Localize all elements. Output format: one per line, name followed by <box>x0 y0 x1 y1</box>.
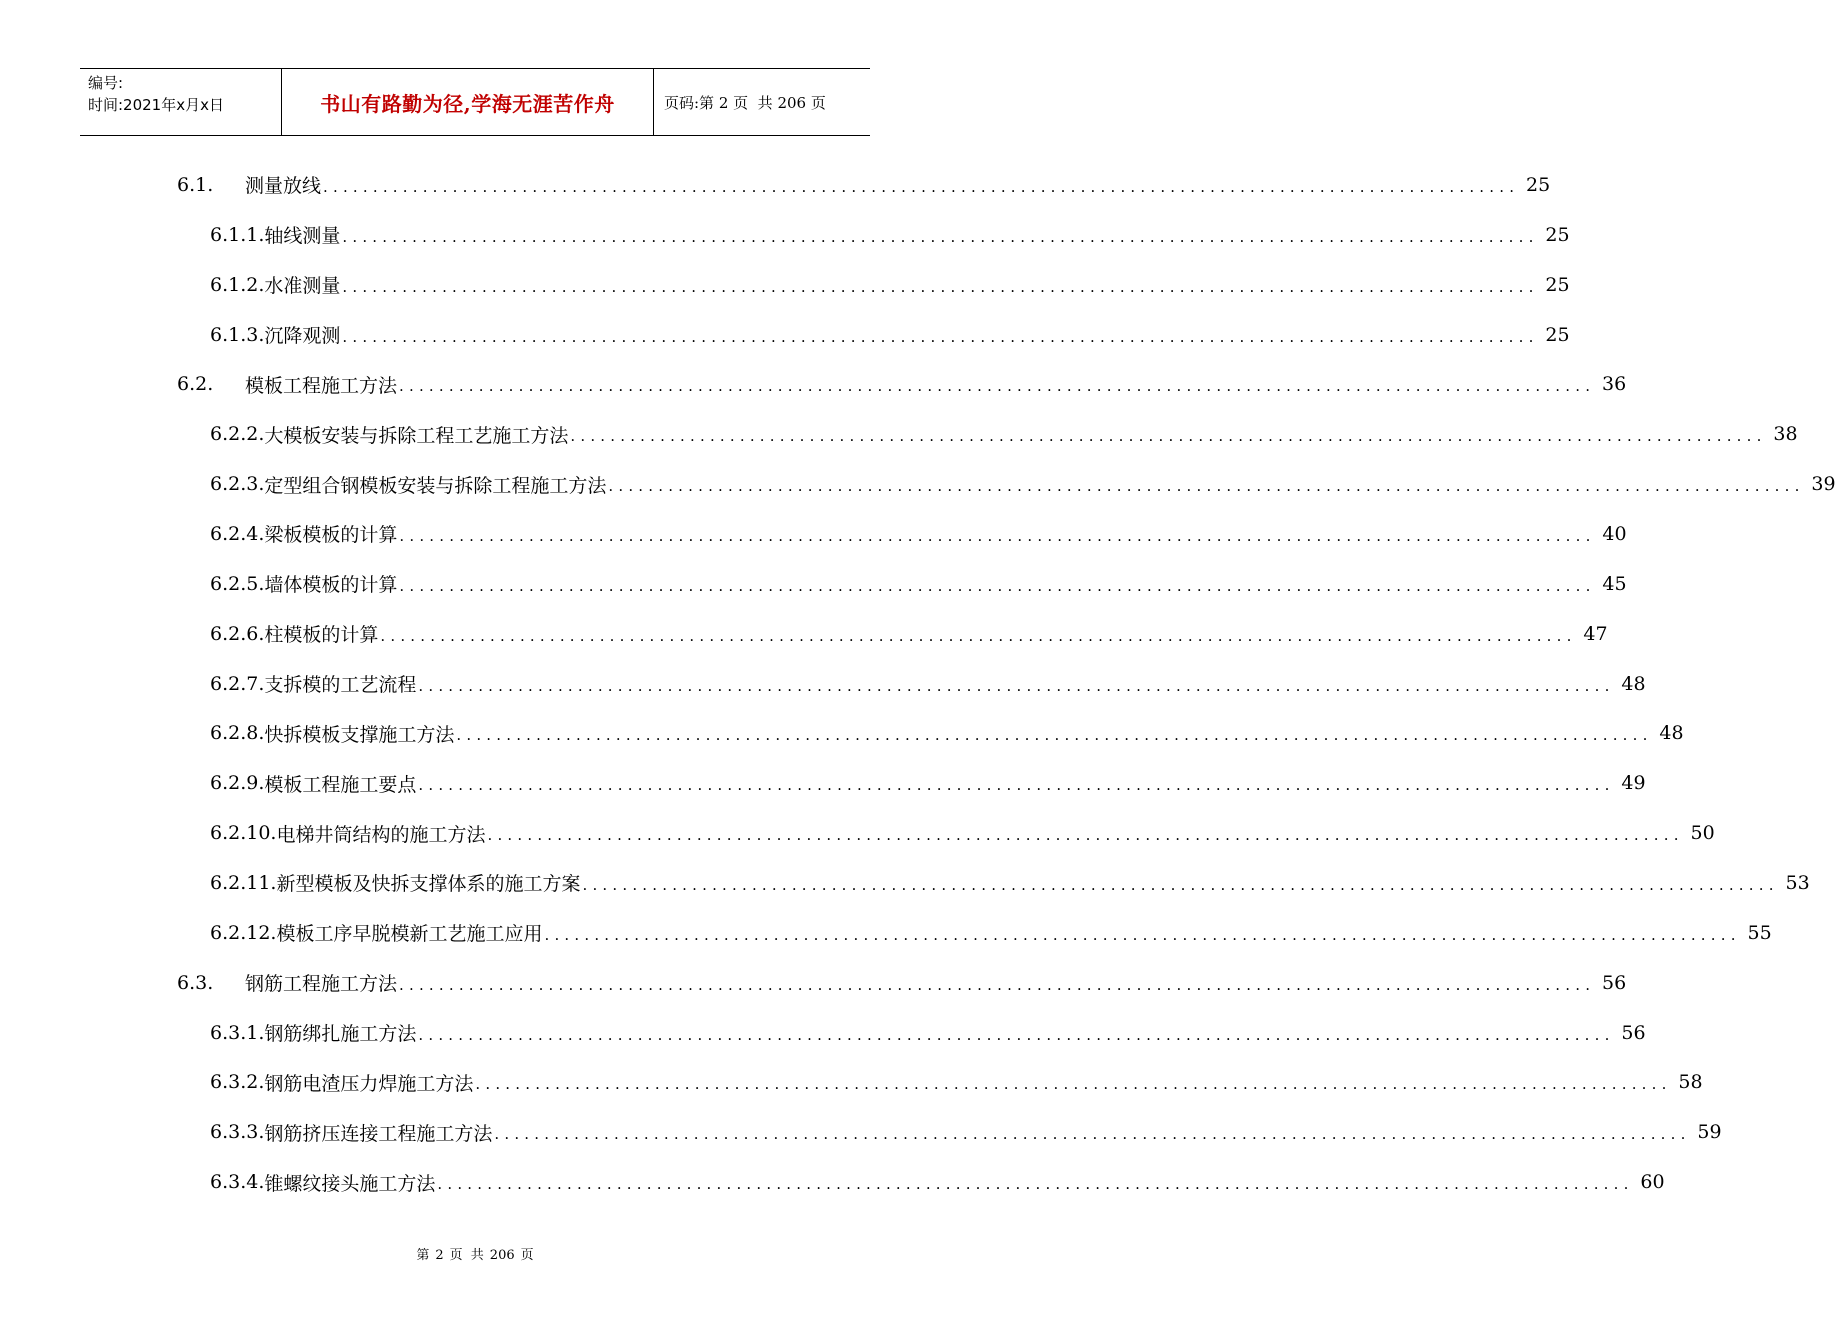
toc-entry-number: 6.3.4. <box>210 1171 265 1194</box>
toc-entry-page: 50 <box>1690 822 1715 845</box>
toc-entry-title: 锥螺纹接头施工方法 <box>264 1172 436 1195</box>
toc-entry[interactable] <box>0 1107 1722 1157</box>
toc-dot-leader: ........................................................................................................................ <box>437 1175 1634 1194</box>
toc-entry[interactable] <box>0 758 1646 808</box>
toc-entry-page: 49 <box>1621 772 1646 795</box>
footer-suffix: 页 <box>520 1248 534 1263</box>
toc-entry-number: 6.2.2. <box>210 423 265 446</box>
toc-entry-title: 电梯井筒结构的施工方法 <box>276 823 486 846</box>
toc-entry-title: 钢筋绑扎施工方法 <box>264 1023 417 1046</box>
toc-entry-title: 墙体模板的计算 <box>264 574 398 597</box>
toc-entry-page: 59 <box>1697 1121 1722 1144</box>
date-label: 时间:2021年x月x日 <box>88 96 224 114</box>
toc-entry-page: 48 <box>1659 722 1684 745</box>
toc-dot-leader: ........................................................................................................................ <box>544 925 1741 944</box>
toc-dot-leader: ........................................................................................................................ <box>323 177 1520 196</box>
toc-entry-title: 轴线测量 <box>264 225 341 248</box>
footer-mid: 页 共 <box>449 1248 484 1263</box>
toc-entry-title: 梁板模板的计算 <box>264 524 398 547</box>
toc-entry[interactable] <box>0 310 1570 360</box>
toc-entry-number: 6.1. <box>177 173 214 196</box>
toc-dot-leader: ........................................................................................................................ <box>475 1075 1672 1094</box>
toc-entry-number: 6.2.7. <box>210 672 265 695</box>
footer-page-number: 2 <box>435 1248 444 1263</box>
toc-entry-number: 6.2.10. <box>210 822 277 845</box>
toc-entry-title: 钢筋挤压连接工程施工方法 <box>264 1122 493 1145</box>
footer-prefix: 第 <box>416 1248 430 1263</box>
toc-entry-number: 6.2.8. <box>210 722 265 745</box>
toc-dot-leader: ........................................................................................................................ <box>418 676 1615 695</box>
page-header <box>80 68 870 136</box>
toc-entry[interactable] <box>0 609 1608 659</box>
toc-entry[interactable] <box>0 1157 1665 1207</box>
toc-entry-page: 38 <box>1773 423 1798 446</box>
toc-entry-page: 40 <box>1602 522 1627 545</box>
toc-entry-title: 测量放线 <box>245 175 322 198</box>
toc-entry-title: 柱模板的计算 <box>264 624 379 647</box>
toc-entry-title: 模板工序早脱模新工艺施工应用 <box>276 923 543 946</box>
toc-entry-page: 55 <box>1747 921 1772 944</box>
toc-entry[interactable] <box>0 1057 1703 1107</box>
toc-entry-number: 6.2.11. <box>210 871 277 894</box>
toc-entry-number: 6.3.3. <box>210 1121 265 1144</box>
toc-entry-title: 模板工程施工方法 <box>245 374 398 397</box>
toc-entry[interactable] <box>0 260 1570 310</box>
toc-dot-leader: ........................................................................................................................ <box>399 576 1596 595</box>
toc-entry[interactable] <box>0 958 1627 1008</box>
toc-entry-page: 47 <box>1583 622 1608 645</box>
toc-dot-leader: ........................................................................................................................ <box>342 277 1539 296</box>
toc-entry-page: 56 <box>1621 1021 1646 1044</box>
footer-total-pages: 206 <box>489 1248 515 1263</box>
toc-dot-leader: ........................................................................................................................ <box>608 477 1805 496</box>
toc-entry-number: 6.1.1. <box>210 223 265 246</box>
toc-dot-leader: ........................................................................................................................ <box>487 826 1684 845</box>
toc-entry-title: 大模板安装与拆除工程工艺施工方法 <box>264 424 569 447</box>
header-page-info <box>654 69 870 135</box>
toc-entry-page: 25 <box>1526 173 1551 196</box>
toc-entry-number: 6.2.12. <box>210 921 277 944</box>
toc-entry-number: 6.2.3. <box>210 473 265 496</box>
toc-dot-leader: ........................................................................................................................ <box>494 1125 1691 1144</box>
toc-dot-leader: ........................................................................................................................ <box>582 875 1779 894</box>
toc-entry-page: 48 <box>1621 672 1646 695</box>
toc-dot-leader: ........................................................................................................................ <box>456 726 1653 745</box>
toc-dot-leader: ........................................................................................................................ <box>399 526 1596 545</box>
toc-entry[interactable] <box>0 210 1570 260</box>
toc-entry-number: 6.1.2. <box>210 273 265 296</box>
toc-dot-leader: ........................................................................................................................ <box>380 626 1577 645</box>
toc-entry-number: 6.3.1. <box>210 1021 265 1044</box>
toc-entry-page: 36 <box>1602 373 1627 396</box>
toc-entry-title: 钢筋工程施工方法 <box>245 973 398 996</box>
toc-entry-page: 25 <box>1545 223 1570 246</box>
toc-entry-page: 39 <box>1811 473 1836 496</box>
header-meta <box>80 69 281 135</box>
toc-dot-leader: ........................................................................................................................ <box>399 975 1596 994</box>
toc-entry-number: 6.2.5. <box>210 572 265 595</box>
toc-entry[interactable] <box>0 908 1772 958</box>
table-of-contents <box>0 160 1836 1207</box>
toc-entry[interactable] <box>0 808 1715 858</box>
toc-entry-number: 6.2. <box>177 373 214 396</box>
toc-entry[interactable] <box>0 160 1551 210</box>
toc-entry-number: 6.1.3. <box>210 323 265 346</box>
toc-entry-page: 58 <box>1678 1071 1703 1094</box>
toc-entry-page: 56 <box>1602 971 1627 994</box>
toc-entry-page: 25 <box>1545 273 1570 296</box>
toc-dot-leader: ........................................................................................................................ <box>342 327 1539 346</box>
toc-entry[interactable] <box>0 659 1646 709</box>
toc-entry-number: 6.2.6. <box>210 622 265 645</box>
toc-entry[interactable] <box>0 708 1684 758</box>
toc-entry[interactable] <box>0 459 1836 509</box>
toc-entry-title: 钢筋电渣压力焊施工方法 <box>264 1072 474 1095</box>
toc-entry[interactable] <box>0 409 1798 459</box>
toc-entry-page: 60 <box>1640 1171 1665 1194</box>
toc-dot-leader: ........................................................................................................................ <box>399 377 1596 396</box>
toc-dot-leader: ........................................................................................................................ <box>418 776 1615 795</box>
toc-entry[interactable] <box>0 359 1627 409</box>
toc-entry-number: 6.3. <box>177 971 214 994</box>
toc-dot-leader: ........................................................................................................................ <box>418 1025 1615 1044</box>
page-info-text: 页码:第 2 页 共 206 页 <box>664 93 826 112</box>
toc-entry[interactable] <box>0 1008 1646 1058</box>
toc-entry-number: 6.2.9. <box>210 772 265 795</box>
toc-entry[interactable] <box>0 509 1627 559</box>
toc-entry-page: 25 <box>1545 323 1570 346</box>
toc-entry-page: 53 <box>1785 871 1810 894</box>
toc-entry-page: 45 <box>1602 572 1627 595</box>
toc-entry-title: 定型组合钢模板安装与拆除工程施工方法 <box>264 474 607 497</box>
page-footer <box>0 1244 950 1263</box>
toc-entry-title: 沉降观测 <box>264 325 341 347</box>
toc-entry-title: 水准测量 <box>264 275 341 298</box>
toc-entry[interactable] <box>0 559 1627 609</box>
toc-entry-title: 支拆模的工艺流程 <box>264 674 417 697</box>
toc-entry-title: 模板工程施工要点 <box>264 773 417 796</box>
toc-entry-number: 6.2.4. <box>210 522 265 545</box>
toc-entry[interactable] <box>0 858 1810 908</box>
toc-entry-title: 新型模板及快拆支撑体系的施工方案 <box>276 873 581 896</box>
header-motto: 书山有路勤为径,学海无涯苦作舟 <box>281 69 654 135</box>
toc-dot-leader: ........................................................................................................................ <box>342 227 1539 246</box>
serial-label: 编号: <box>88 74 124 92</box>
toc-entry-title: 快拆模板支撑施工方法 <box>264 723 455 746</box>
toc-entry-number: 6.3.2. <box>210 1071 265 1094</box>
toc-dot-leader: ........................................................................................................................ <box>570 427 1767 446</box>
